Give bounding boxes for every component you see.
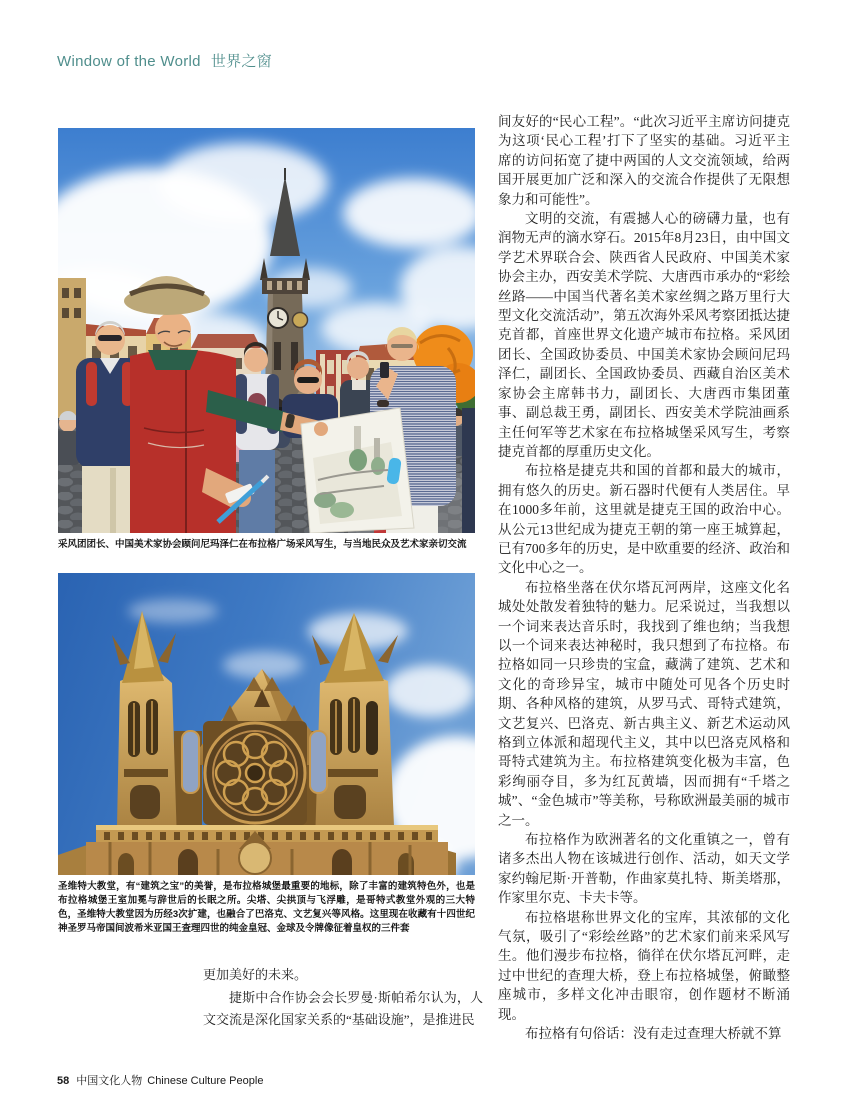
header-title-en: Window of the World [57, 53, 201, 70]
article-mid-column [203, 964, 483, 1032]
article-paragraph: 文明的交流，有震撼人心的磅礴力量，也有润物无声的滴水穿石。2015年8月23日，由中国文学艺术界联合会、陕西省人民政府、中国美术家协会主办，西安美术学院、大唐西市承办的“彩绘丝路——中国当代著名美术家丝绸之路万里行大型文化交流活动”，第五次海外采风考察团抵达捷克首都，首座世界文化遗产城市布拉格。采风团团长、全国政协委员、中国美术家协会顾问尼玛泽仁，副团长、全国政协委员、西藏自治区美术家协会主席韩书力，副团长、大唐西市集团董事、副总裁王勇，副团长、西安美术学院油画系主任何军等艺术家在布拉格城堡采风写生，考察捷克首都的厚重历史文化。 [498, 211, 790, 459]
article-paragraph: 布拉格堪称世界文化的宝库，其浓郁的文化气氛，吸引了“彩绘丝路”的艺术家们前来采风写生。他们漫步布拉格，徜徉在伏尔塔瓦河畔，走过中世纪的查理大桥，登上布拉格城堡，俯瞰整座城市，多样文化冲击眼帘，创作题材不断涌现。 [498, 909, 790, 1022]
photo2-caption: 圣维特大教堂，有“建筑之宝”的美誉，是布拉格城堡最重要的地标，除了丰富的建筑特色外，也是布拉格城堡王室加冕与辞世后的长眠之所。尖塔、尖拱顶与飞浮雕，是哥特式教堂外观的三大特色，圣维特大教堂因为历经3次扩建，也融合了巴洛克、文艺复兴等风格。这里现在收藏有十四世纪神圣罗马帝国间波希米亚国王查理四世的纯金皇冠、金球及令牌像征着皇权的三件套 [58, 881, 475, 934]
rose-window [203, 721, 307, 825]
tourist-edge-right [462, 408, 475, 533]
article-paragraph: 布拉格作为欧洲著名的文化重镇之一，曾有诸多杰出人物在该城进行创作、活动，如天文学家约翰尼斯·开普勒，作曲家莫扎特、斯美塔那，作家里尔克、卡夫卡等。 [498, 832, 790, 906]
prague-square-photo-illustration [58, 128, 475, 533]
magazine-name-zh: 中国文化人物 [76, 1075, 143, 1087]
page-header [57, 50, 272, 71]
article-paragraph: 布拉格是捷克共和国的首都和最大的城市，拥有悠久的历史。新石器时代便有人类居住。早在1000多年前，这里就是捷克王国的政治中心。从公元13世纪成为捷克王朝的第一座王城算起，已有700多年的历史，是中欧重要的经济、政治和文化中心之一。 [498, 463, 790, 576]
photo-st-vitus-cathedral [58, 573, 475, 936]
magazine-name-en: Chinese Culture People [147, 1075, 264, 1087]
article-paragraph: 布拉格有句俗话：没有走过查理大桥就不算 [525, 1026, 782, 1042]
article-right-column [498, 112, 790, 1044]
st-vitus-photo-illustration [58, 573, 475, 875]
photo-prague-square [58, 128, 475, 552]
article-paragraph: 布拉格坐落在伏尔塔瓦河两岸，这座文化名城处处散发着独特的魅力。尼采说过，当我想以一个词来表达音乐时，我找到了维也纳；当我想以一个词来表达神秘时，我只想到了布拉格。布拉格如同一只珍贵的宝盒，藏满了建筑、艺术和文化的奇珍异宝，城市中随处可见各个历史时期、各种风格的建筑，从罗马式、哥特式建筑，文艺复兴、巴洛克、新古典主义、新艺术运动风格到立体派和超现代主义，其中以巴洛克风格和哥特式建筑为主。布拉格建筑变化极为丰富，色彩绚丽夺目，多为红瓦黄墙，因而拥有“千塔之城”、“金色城市”等美称，号称欧洲最美丽的城市之一。 [498, 579, 790, 828]
article-paragraph: 间友好的“民心工程”。“此次习近平主席访问捷克为这项‘民心工程’打下了坚实的基础。习近平主席的访问拓宽了捷中两国的人文交流领域，给两国开展更加广泛和深入的交流合作提供了无限想象力和可能性”。 [498, 114, 790, 207]
article-paragraph: 更加美好的未来。 [203, 967, 308, 982]
header-title-zh: 世界之窗 [210, 53, 273, 70]
page-number: 58 [57, 1075, 70, 1087]
article-paragraph: 捷斯中合作协会会长罗曼·斯帕希尔认为，人文交流是深化国家关系的“基础设施”，是推进民 [203, 989, 483, 1027]
photo1-caption: 采风团团长、中国美术家协会顾问尼玛泽仁在布拉格广场采风写生，与当地民众及艺术家亲切交流 [58, 539, 467, 550]
page-footer [57, 1072, 263, 1088]
watercolor-sketchbook [301, 408, 414, 533]
